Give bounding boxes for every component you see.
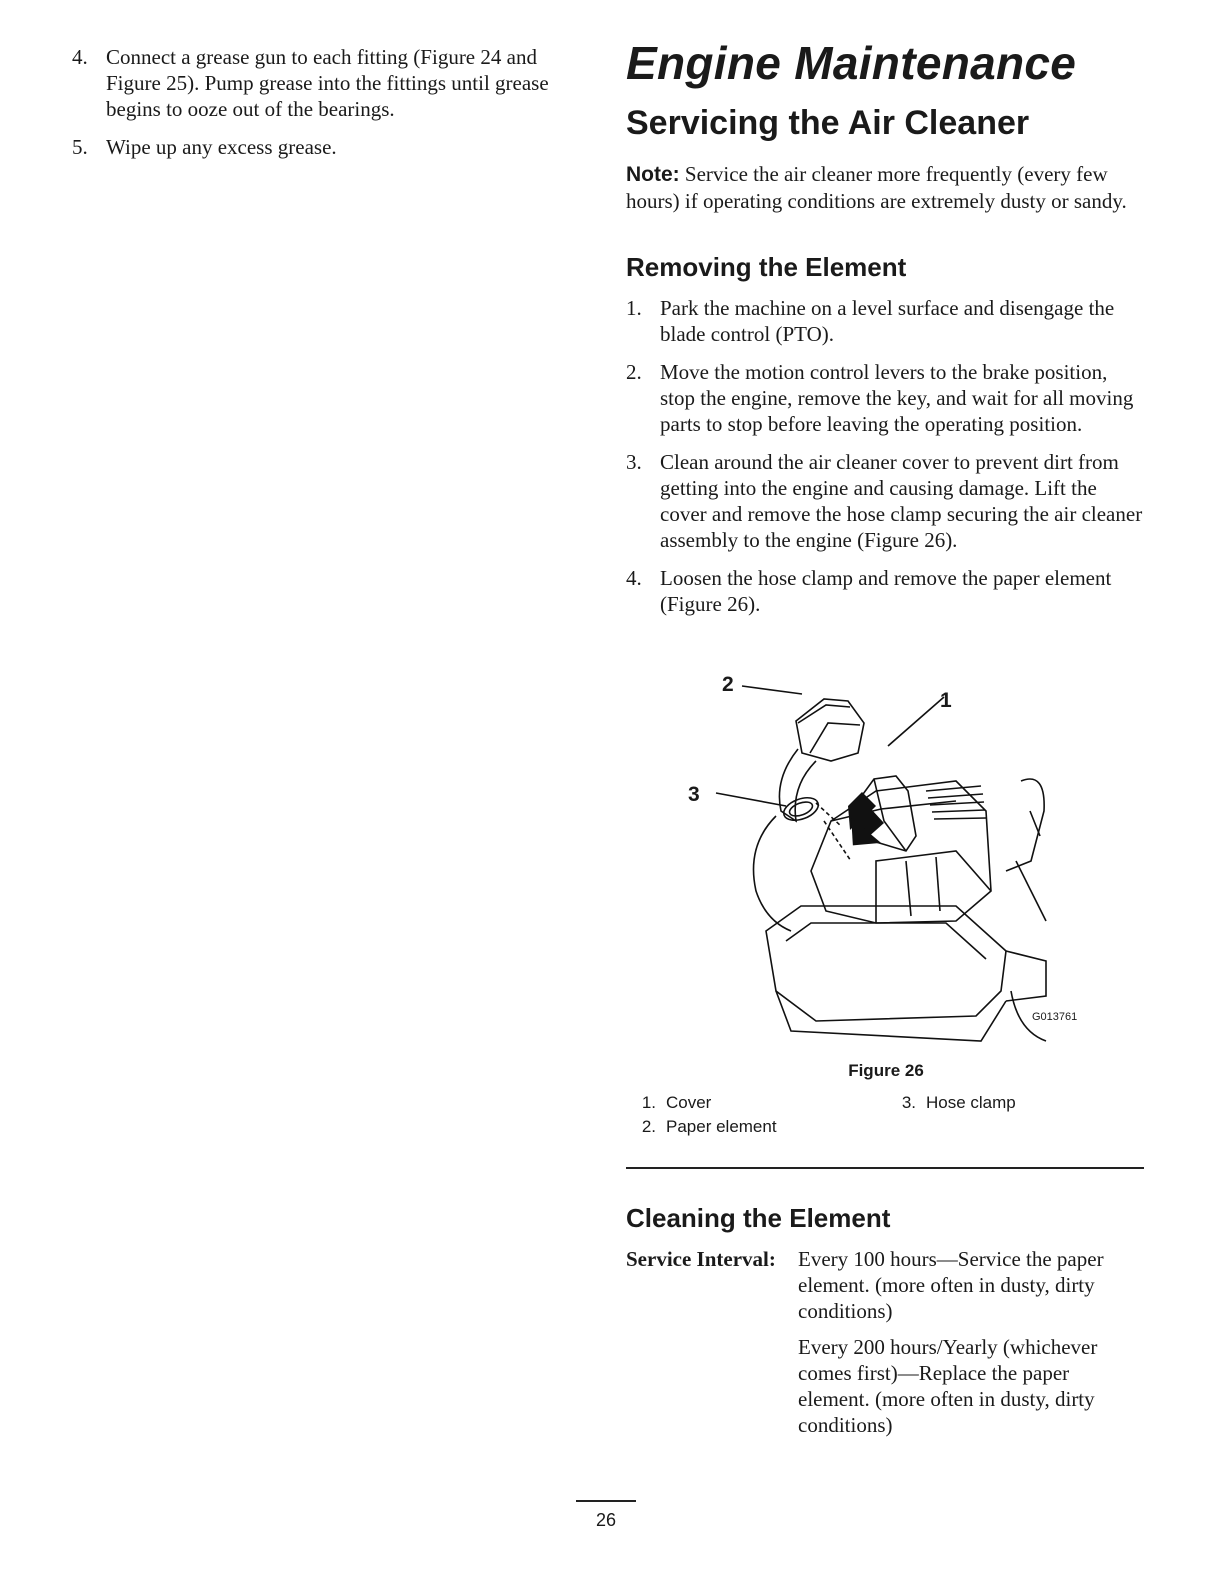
step-number: 1. xyxy=(626,296,642,320)
service-interval-entry: Every 200 hours/Yearly (whichever comes first)—Replace the paper element. (more often in dusty, dirty conditions) xyxy=(798,1335,1098,1437)
step-number: 3. xyxy=(626,450,642,474)
step-number: 2. xyxy=(626,360,642,384)
service-interval-values xyxy=(798,1246,1146,1448)
legend-item xyxy=(886,1091,1146,1115)
step-text: Move the motion control levers to the brake position, stop the engine, remove the key, and wait for all moving parts to stop before leaving the operating position. xyxy=(660,360,1134,436)
callout-line-2 xyxy=(742,686,802,694)
legend-item xyxy=(626,1115,886,1139)
section-divider xyxy=(626,1167,1144,1169)
paper-element-shape xyxy=(796,699,864,761)
note-paragraph xyxy=(626,161,1146,214)
legend-number: 1. xyxy=(641,1093,656,1112)
list-item xyxy=(72,134,592,160)
service-interval xyxy=(626,1246,1146,1448)
legend-number: 2. xyxy=(641,1117,656,1136)
cleaning-element-heading: Cleaning the Element xyxy=(626,1203,891,1233)
note-text: Service the air cleaner more frequently (every few hours) if operating conditions are extremely dusty or sandy. xyxy=(626,162,1127,213)
subsection-title: Servicing the Air Cleaner xyxy=(626,104,1030,142)
engine-block-shape xyxy=(811,781,991,923)
air-cleaner-illustration xyxy=(626,661,1146,1061)
callout-label-3: 3 xyxy=(688,783,700,806)
step-text: Connect a grease gun to each fitting (Figure 24 and Figure 25). Pump grease into the fittings until grease begins to ooze out of the bearings. xyxy=(106,45,549,121)
legend-label: Cover xyxy=(666,1093,712,1112)
page-number: 26 xyxy=(576,1500,636,1531)
legend-label: Paper element xyxy=(666,1117,777,1136)
legend-label: Hose clamp xyxy=(926,1093,1016,1112)
callout-line-3 xyxy=(716,793,786,806)
legend-number: 3. xyxy=(901,1093,916,1112)
list-item xyxy=(72,44,592,122)
figure-code: G013761 xyxy=(1032,1011,1078,1023)
step-number: 4. xyxy=(626,566,642,590)
removing-steps xyxy=(626,295,1146,617)
section-title: Engine Maintenance xyxy=(626,37,1077,89)
right-column xyxy=(626,36,1146,1448)
list-item xyxy=(626,295,1146,347)
service-interval-entry: Every 100 hours—Service the paper element. (more often in dusty, dirty conditions) xyxy=(798,1247,1104,1323)
step-number: 4. xyxy=(72,45,88,69)
removing-element-heading: Removing the Element xyxy=(626,252,907,282)
list-item xyxy=(626,449,1146,553)
hose-clamp-shape xyxy=(781,793,822,824)
figure-legend xyxy=(626,1091,1146,1139)
step-text: Park the machine on a level surface and disengage the blade control (PTO). xyxy=(660,296,1115,346)
step-number: 5. xyxy=(72,135,88,159)
list-item xyxy=(626,565,1146,617)
callout-line-1 xyxy=(888,697,944,746)
note-label: Note: xyxy=(626,163,680,186)
legend-column-right xyxy=(886,1091,1146,1139)
step-text: Wipe up any excess grease. xyxy=(106,135,337,159)
figure-caption: Figure 26 xyxy=(848,1061,924,1080)
list-item xyxy=(626,359,1146,437)
grease-steps xyxy=(72,44,592,160)
legend-item xyxy=(626,1091,886,1115)
callout-label-2: 2 xyxy=(722,673,734,696)
figure-26-illustration xyxy=(626,661,1146,1061)
step-text: Clean around the air cleaner cover to prevent dirt from getting into the engine and causing damage. Lift the cover and remove the hose clamp securing the air cleaner assembly to the engine (Figure 26). xyxy=(660,450,1143,552)
callout-label-1: 1 xyxy=(940,689,952,712)
service-interval-label: Service Interval: xyxy=(626,1247,776,1271)
step-text: Loosen the hose clamp and remove the paper element (Figure 26). xyxy=(660,566,1112,616)
left-column xyxy=(72,44,592,172)
legend-column-left xyxy=(626,1091,886,1139)
